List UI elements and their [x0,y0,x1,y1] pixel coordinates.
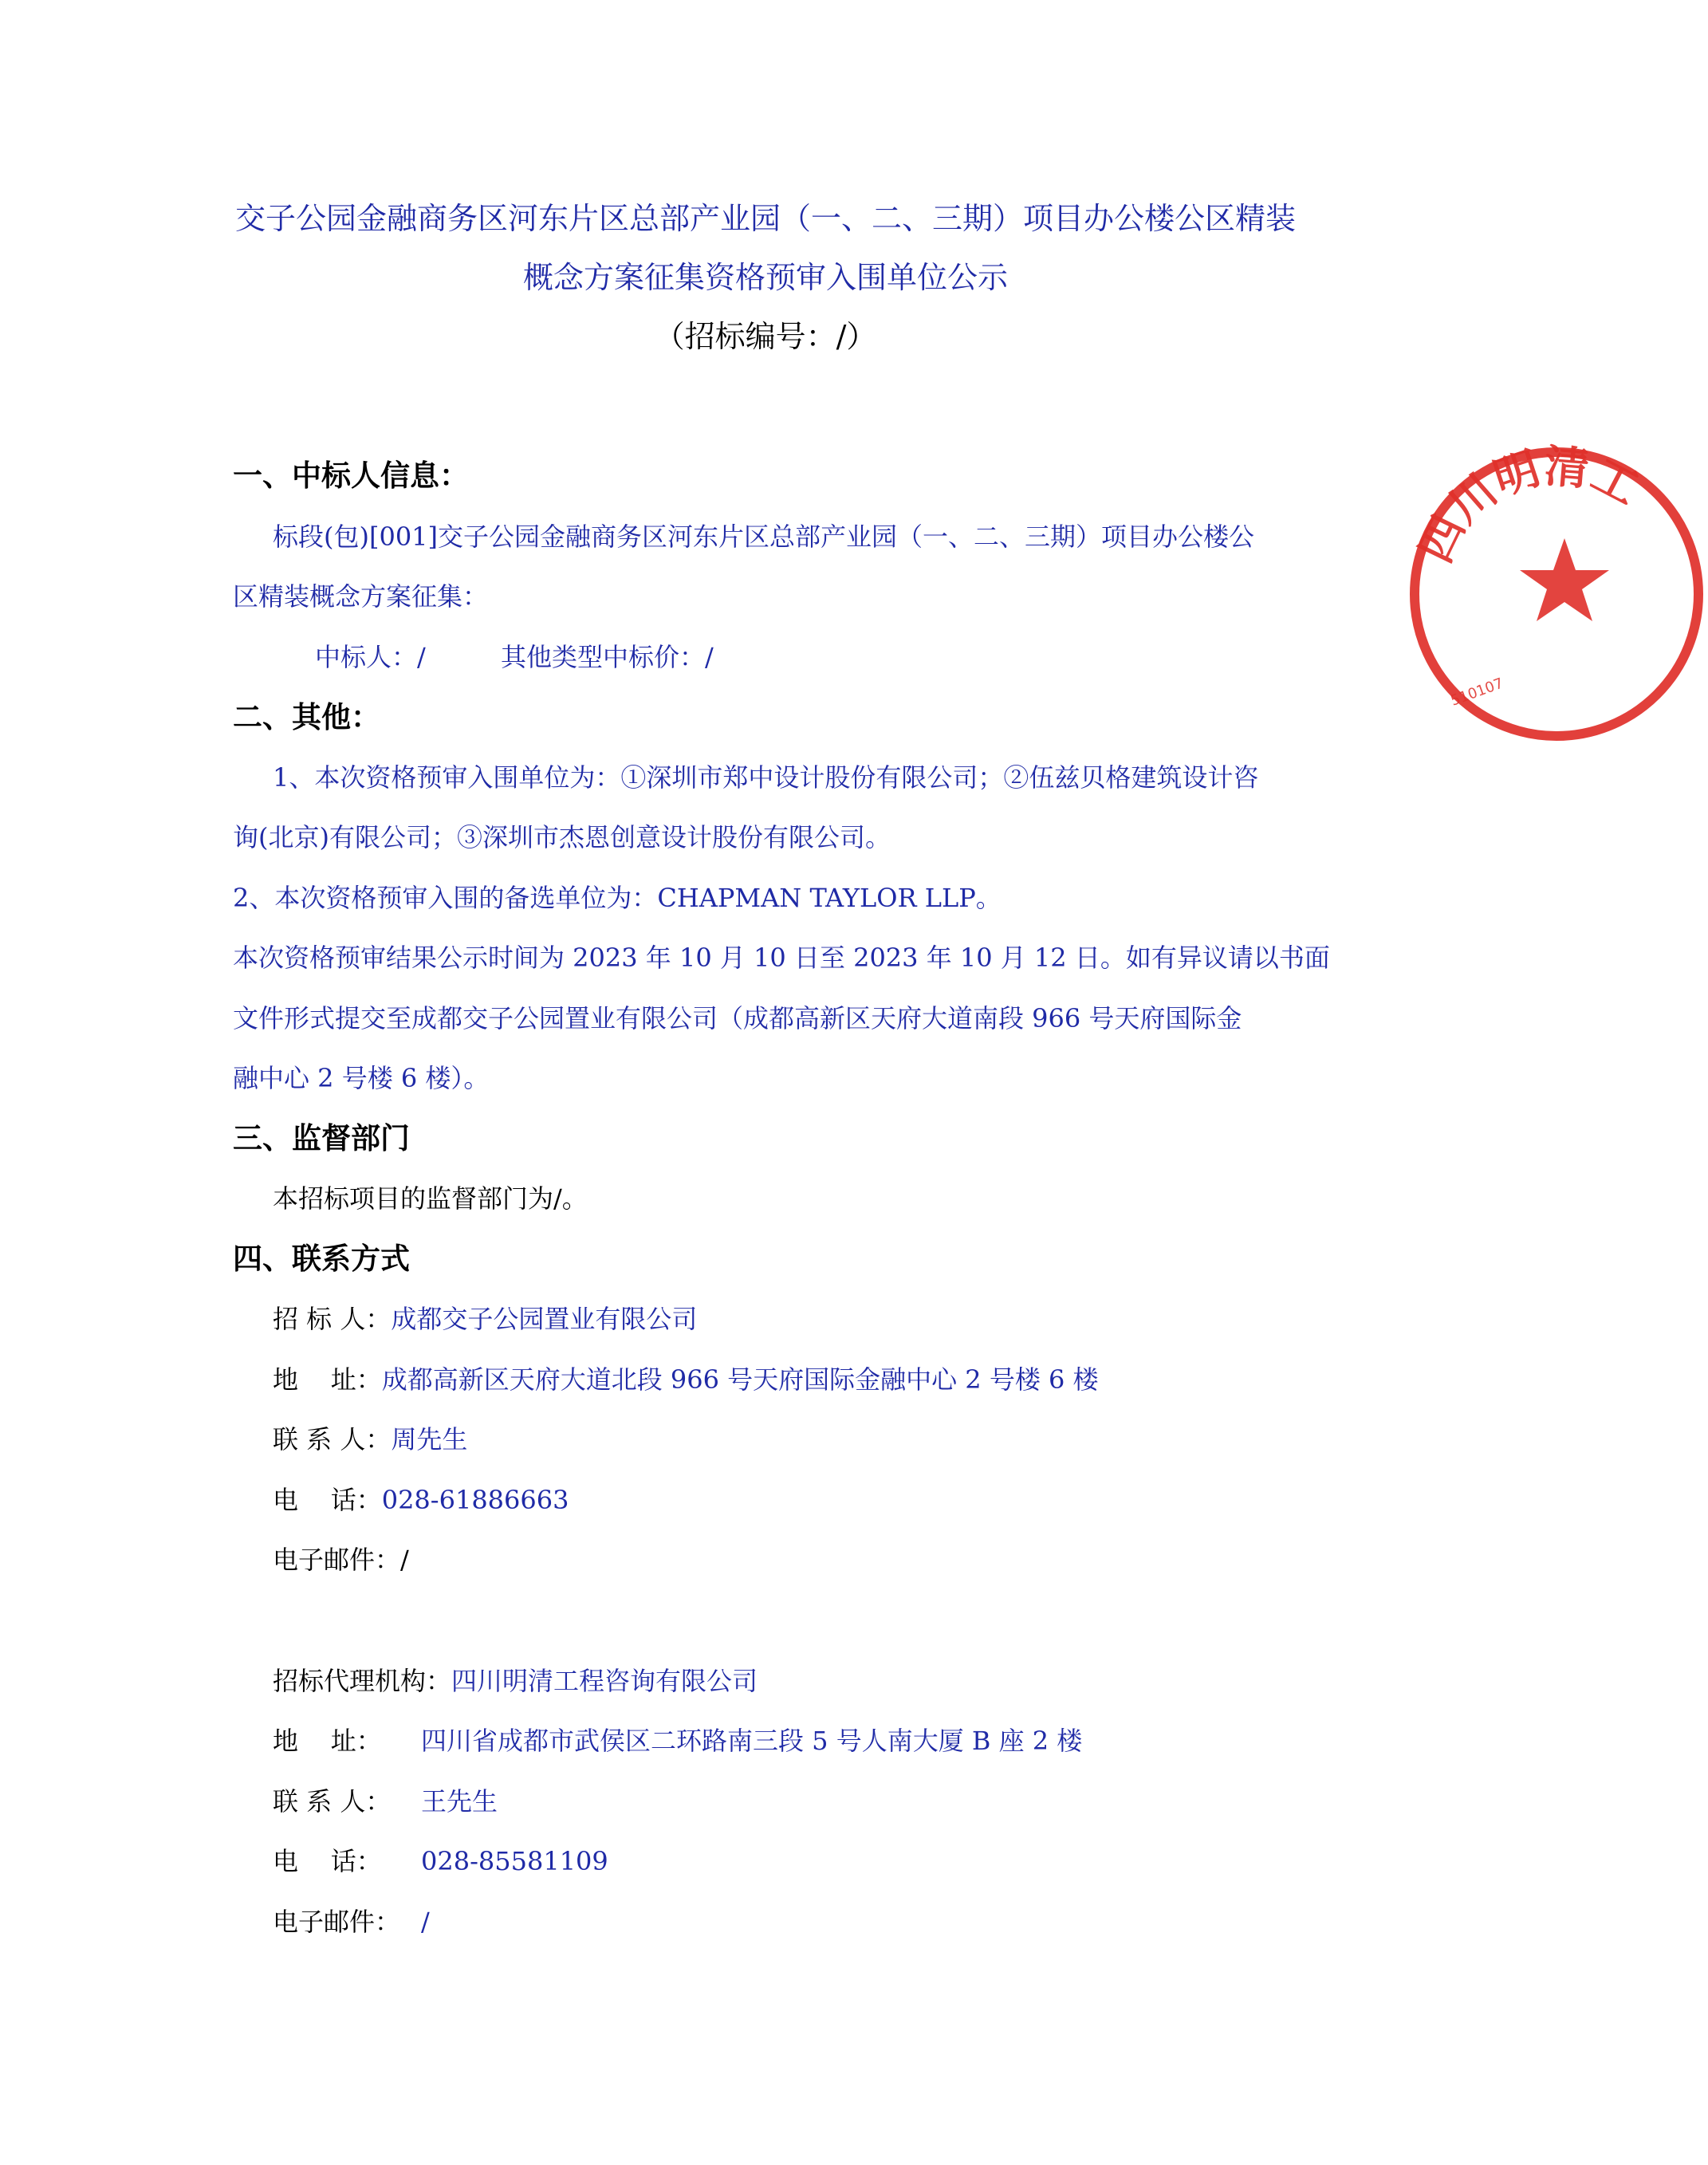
agency-address-label: 地 址： [273,1726,382,1756]
tenderer-phone-label: 电 话： [273,1485,382,1515]
section-heading-winner-info: 一、中标人信息： [233,459,469,493]
agency-contact-row [273,1777,498,1825]
company-seal-stamp [1405,443,1708,746]
agency-email-row [273,1898,430,1946]
agency-address-row [273,1717,1082,1765]
agency-phone: 028-85581109 [421,1846,608,1876]
notice-line-3: 融中心 2 号楼 6 楼）。 [233,1063,490,1093]
agency-address: 四川省成都市武侯区二环路南三段 5 号人南大厦 B 座 2 楼 [421,1726,1083,1756]
tenderer-contact: 周先生 [391,1424,468,1454]
section-heading-contact: 四、联系方式 [233,1242,410,1276]
agency-email-label: 电子邮件： [273,1907,401,1937]
section-heading-other: 二、其他： [233,700,380,734]
supervision-text: 本招标项目的监督部门为/。 [273,1183,588,1214]
section1-paragraph-line-1: 标段(包)[001]交子公园金融商务区河东片区总部产业园（一、二、三期）项目办公楼公 [273,522,1255,552]
seal-star-icon [1520,538,1609,621]
tenderer-contact-row [273,1415,467,1463]
agency-contact-label: 联 系 人： [273,1786,392,1817]
shortlist-item-2: 2、本次资格预审入围的备选单位为：CHAPMAN TAYLOR LLP。 [233,883,1002,913]
seal-arc-text: 四川明清工 [1409,443,1647,571]
section1-paragraph-line-2: 区精装概念方案征集： [233,581,489,612]
notice-line-1: 本次资格预审结果公示时间为 2023 年 10 月 10 日至 2023 年 10 月 12 日。如有异议请以书面 [233,943,1330,973]
winning-price-label: 其他类型中标价：/ [501,642,714,672]
tenderer-phone: 028-61886663 [381,1485,569,1515]
tenderer-email-row [273,1536,409,1584]
agency-email: / [421,1907,430,1937]
tenderer-name: 成都交子公园置业有限公司 [391,1304,698,1334]
tenderer-email: / [400,1545,409,1575]
section-heading-supervision: 三、监督部门 [233,1121,410,1155]
winner-label: 中标人：/ [315,642,426,672]
agency-name-row [273,1657,758,1705]
shortlist-item-1-line-2: 询(北京)有限公司；③深圳市杰恩创意设计股份有限公司。 [233,822,891,852]
tenderer-phone-row [273,1476,569,1524]
tenderer-contact-label: 联 系 人： [273,1424,392,1454]
tender-number: （招标编号：/） [654,319,877,354]
agency-phone-label: 电 话： [273,1846,382,1876]
tenderer-name-row [273,1295,697,1343]
seal-digits: 510107 [1448,675,1506,710]
tenderer-address: 成都高新区天府大道北段 966 号天府国际金融中心 2 号楼 6 楼 [381,1364,1099,1395]
tenderer-address-label: 地 址： [273,1364,382,1395]
agency-name: 四川明清工程咨询有限公司 [451,1666,758,1696]
agency-contact: 王先生 [421,1786,498,1817]
agency-name-label: 招标代理机构： [273,1666,452,1696]
tenderer-name-label: 招 标 人： [273,1304,392,1334]
notice-line-2: 文件形式提交至成都交子公园置业有限公司（成都高新区天府大道南段 966 号天府国际金 [233,1003,1242,1033]
document-title-line-2: 概念方案征集资格预审入围单位公示 [522,260,1008,295]
document-title-line-1: 交子公园金融商务区河东片区总部产业园（一、二、三期）项目办公楼公区精装 [234,201,1296,236]
tenderer-address-row [273,1356,1099,1403]
shortlist-item-1-line-1: 1、本次资格预审入围单位为：①深圳市郑中设计股份有限公司；②伍兹贝格建筑设计咨 [273,762,1259,793]
agency-phone-row [273,1837,608,1885]
tenderer-email-label: 电子邮件： [273,1545,401,1575]
